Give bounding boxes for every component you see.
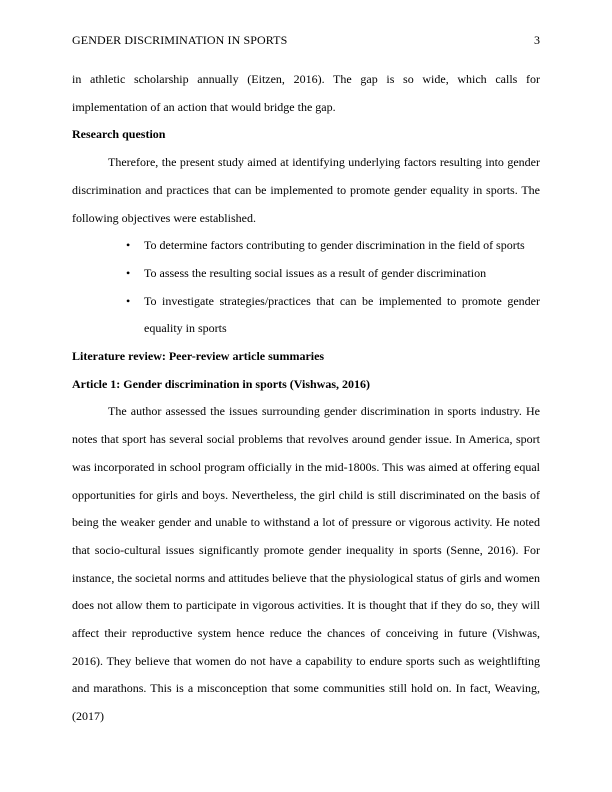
running-head: GENDER DISCRIMINATION IN SPORTS (72, 33, 288, 47)
objective-text: To determine factors contributing to gender discrimination in the field of sports (144, 238, 525, 253)
objective-text: To investigate strategies/practices that can be implemented to promote gender equality in sports (144, 293, 540, 336)
objective-text: To assess the resulting social issues as a result of gender discrimination (144, 265, 487, 280)
document-body (72, 66, 540, 731)
bullet-icon: • (126, 265, 131, 280)
literature-review-heading: Literature review: Peer-review article summaries (72, 349, 325, 364)
article-1-paragraph: The author assessed the issues surrounding gender discrimination in sports industry. He notes that sport has several social problems that revolves around gender issue. In America, sport was incorporated in school program officially in the mid-1800s. This was aimed at offering equal opportunities for girls and boys. Nevertheless, the girl child is still discriminated on the basis of being the weaker gender and unable to withstand a lot of pressure or vigorous activity. He noted that socio-cultural issues significantly promote gender inequality in sports (Senne, 2016). For instance, the societal norms and attitudes believe that the physiological status of girls and women does not allow them to participate in vigorous activities. It is thought that if they do so, they will affect their reproductive system hence reduce the chances of conceiving in future (Vishwas, 2016). They believe that women do not have a capability to endure sports such as weightlifting and marathons. This is a misconception that some communities still hold on. In fact, Weaving, (2017) (72, 404, 540, 724)
bullet-icon: • (126, 238, 131, 253)
bullet-icon: • (126, 293, 131, 308)
list-item (72, 288, 540, 343)
research-question-paragraph: Therefore, the present study aimed at identifying underlying factors resulting into gender discrimination and practices that can be implemented to promote gender equality in sports. The following objectives were established. (72, 155, 540, 225)
list-item (72, 232, 540, 260)
list-item (72, 260, 540, 288)
intro-paragraph: in athletic scholarship annually (Eitzen, 2016). The gap is so wide, which calls for implementation of an action that would bridge the gap. (72, 72, 540, 114)
objectives-list (72, 232, 540, 343)
article-1-heading: Article 1: Gender discrimination in sports (Vishwas, 2016) (72, 376, 370, 391)
research-question-heading: Research question (72, 127, 166, 142)
page-number: 3 (534, 33, 540, 47)
